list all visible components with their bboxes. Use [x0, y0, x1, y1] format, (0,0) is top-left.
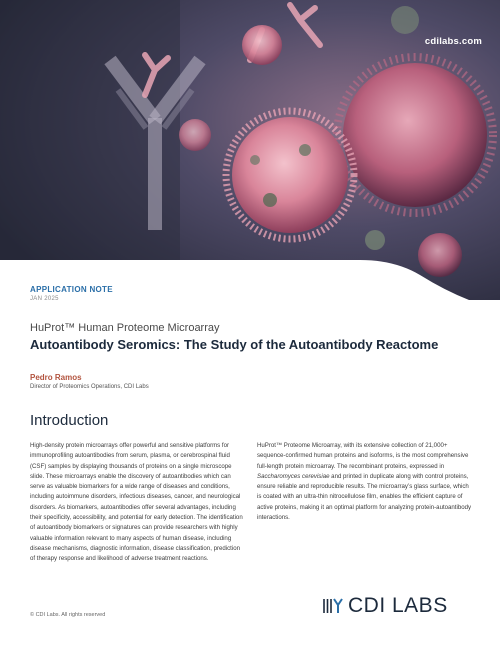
species-name: Saccharomyces cerevisiae — [257, 472, 330, 480]
paragraph-text-start: HuProt™ Proteome Microarray, with its extensive collection of 21,000+ sequence-confirmed human proteins and isoforms, is the most comprehensive full-length protein microarray. The recombinant proteins, expressed in — [257, 442, 469, 470]
cdi-labs-logo — [322, 595, 448, 617]
hero-image — [0, 0, 500, 300]
logo-mark-icon — [322, 595, 344, 617]
document-subtitle: HuProt™ Human Proteome Microarray — [30, 322, 220, 334]
document-date: JAN 2025 — [30, 296, 59, 302]
copyright-notice: © CDI Labs. All rights reserved — [30, 612, 106, 618]
logo-text: CDI LABS — [348, 594, 448, 617]
document-category: APPLICATION NOTE — [30, 285, 113, 294]
document-title: Autoantibody Seromics: The Study of the Autoantibody Reactome — [30, 337, 439, 352]
author-name: Pedro Ramos — [30, 373, 82, 382]
paragraph-text-end: and printed in duplicate along with control proteins, ensure reliable and reproducible results. The microarray’s glass surface, which is coated with an ultra-thin nitrocellulose film, enables the efficient capture of active proteins, making it an optimal platform for analyzing protein-autoantibody interactions. — [257, 472, 472, 522]
virus-medium — [226, 111, 354, 239]
body-column-left — [30, 441, 246, 565]
body-column-right — [257, 441, 473, 523]
intro-paragraph-left: High-density protein microarrays offer powerful and sensitive platforms for immunoprofiling autoantibodies from serum, plasma, or cerebrospinal fluid (CSF) samples by displaying thousands of proteins on a single microscope slide. These microarrays enable the discovery of autoantibodies which can serve as valuable biomarkers for a wide range of diseases and conditions, including autoimmune disorders, infectious diseases, cancer, and neurological disorders. As biomarkers, autoantibodies offer several advantages, including their specificity, accessibility, and potential for early detection. The identification of autoantibody biomarkers or signatures can provide researchers with highly valuable information relevant to many aspects of human disease, including disease mechanisms, diagnostic information, disease classification, prediction of therapy response and likelihood of adverse treatment reactions. — [30, 442, 243, 563]
site-url[interactable]: cdilabs.com — [424, 36, 482, 47]
intro-paragraph-right — [257, 441, 473, 523]
author-role: Director of Proteomics Operations, CDI Labs — [30, 384, 149, 390]
section-heading: Introduction — [30, 412, 109, 429]
